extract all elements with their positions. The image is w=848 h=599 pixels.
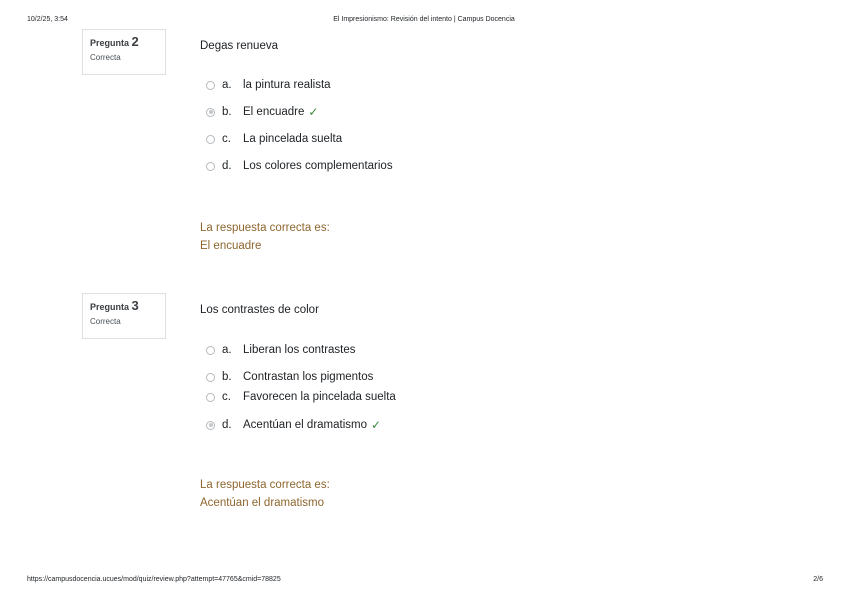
radio-button-selected[interactable] <box>206 108 215 117</box>
answer-text: Favorecen la pincelada suelta <box>243 391 396 403</box>
answer-text: El encuadre <box>243 106 305 118</box>
answer-letter: a. <box>222 79 232 91</box>
answer-letter: b. <box>222 371 232 383</box>
feedback-box <box>200 219 330 255</box>
feedback-answer: El encuadre <box>200 240 262 252</box>
answer-letter: d. <box>222 419 232 431</box>
answer-text: Liberan los contrastes <box>243 344 356 356</box>
answer-option[interactable] <box>206 418 381 432</box>
feedback-label: La respuesta correcta es: <box>200 479 330 491</box>
feedback-answer: Acentúan el dramatismo <box>200 497 325 509</box>
print-page-title: El Impresionismo: Revisión del intento | Campus Docencia <box>333 16 515 23</box>
radio-button[interactable] <box>206 373 215 382</box>
print-datetime: 10/2/25, 3:54 <box>27 16 68 23</box>
answer-option[interactable] <box>206 132 342 146</box>
answer-text: la pintura realista <box>243 79 331 91</box>
radio-button[interactable] <box>206 162 215 171</box>
radio-button[interactable] <box>206 346 215 355</box>
question-number <box>90 36 158 49</box>
correct-check-icon: ✓ <box>308 105 319 119</box>
question-label: Pregunta <box>90 38 130 48</box>
radio-button[interactable] <box>206 135 215 144</box>
question-text: Los contrastes de color <box>200 304 319 316</box>
radio-button[interactable] <box>206 393 215 402</box>
answer-option[interactable] <box>206 159 393 173</box>
radio-button-selected[interactable] <box>206 421 215 430</box>
answer-letter: a. <box>222 344 232 356</box>
question-number-value: 3 <box>131 298 139 313</box>
feedback-box <box>200 476 330 512</box>
answer-option[interactable] <box>206 78 331 92</box>
answer-option[interactable] <box>206 105 318 119</box>
question-text: Degas renueva <box>200 40 278 52</box>
question-number-value: 2 <box>131 34 139 49</box>
answer-option[interactable] <box>206 390 396 404</box>
question-info-box <box>82 293 166 339</box>
question-info-box <box>82 29 166 75</box>
radio-button[interactable] <box>206 81 215 90</box>
answer-letter: c. <box>222 391 231 403</box>
answer-text: Acentúan el dramatismo <box>243 419 368 431</box>
print-url: https://campusdocencia.ucues/mod/quiz/review.php?attempt=47765&cmid=78825 <box>27 576 281 583</box>
answer-letter: b. <box>222 106 232 118</box>
correct-check-icon: ✓ <box>371 418 382 432</box>
question-state: Correcta <box>90 317 121 326</box>
answer-text: Contrastan los pigmentos <box>243 371 374 383</box>
answer-option[interactable] <box>206 370 373 384</box>
answer-text: La pincelada suelta <box>243 133 343 145</box>
answer-letter: c. <box>222 133 231 145</box>
print-page-number: 2/6 <box>813 576 823 583</box>
answer-letter: d. <box>222 160 232 172</box>
feedback-label: La respuesta correcta es: <box>200 222 330 234</box>
answer-text: Los colores complementarios <box>243 160 393 172</box>
question-number <box>90 300 158 313</box>
answer-option[interactable] <box>206 343 356 357</box>
question-label: Pregunta <box>90 302 130 312</box>
question-state: Correcta <box>90 53 121 62</box>
